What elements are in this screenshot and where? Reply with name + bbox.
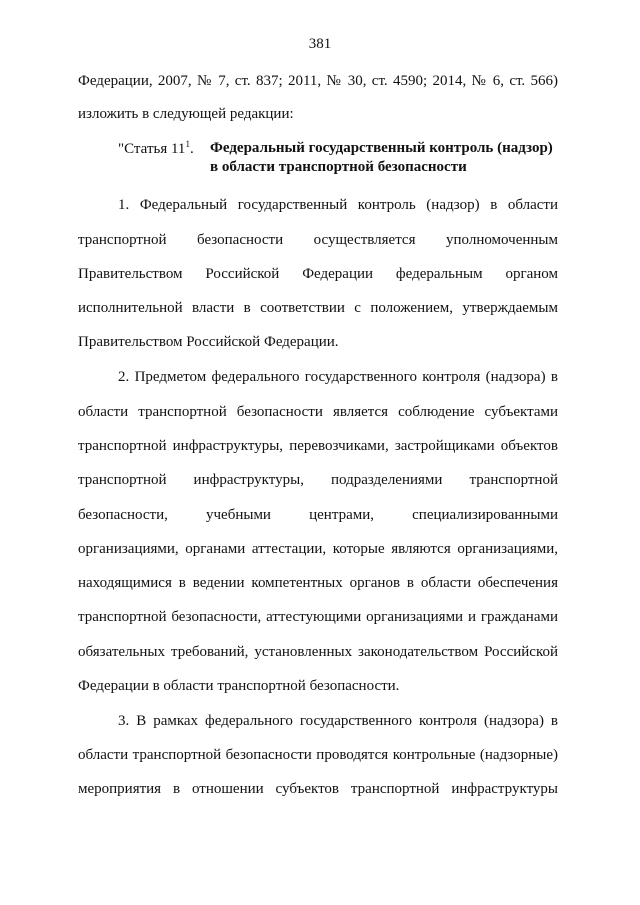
page-number: 381 — [308, 36, 332, 52]
paragraph-line: 1. Федеральный государственный контроль (надзор) в области — [118, 197, 558, 213]
article-label — [118, 139, 194, 158]
paragraph-line: исполнительной власти в соответствии с положением, утверждаемым — [78, 300, 558, 316]
article-label-superscript: 1 — [185, 139, 190, 149]
paragraph-line: транспортной инфраструктуры, подразделениями транспортной — [78, 472, 558, 488]
paragraph-line: организациями, органами аттестации, которые являются организациями, — [78, 541, 558, 557]
paragraph-line: транспортной инфраструктуры, перевозчиками, застройщиками объектов — [78, 438, 558, 454]
paragraph-line: 2. Предметом федерального государственного контроля (надзора) в — [118, 369, 558, 385]
paragraph-line: Федерации в области транспортной безопасности. — [78, 678, 400, 694]
paragraph-line: транспортной безопасности, аттестующими организациями и гражданами — [78, 609, 558, 625]
paragraph-line: Правительством Российской Федерации федеральным органом — [78, 266, 558, 282]
article-label-suffix: . — [189, 141, 194, 157]
paragraph-line: безопасности, учебными центрами, специализированными — [78, 507, 558, 523]
intro-line: Федерации, 2007, № 7, ст. 837; 2011, № 30, ст. 4590; 2014, № 6, ст. 566) — [78, 73, 558, 89]
article-title-line: Федеральный государственный контроль (надзор) — [210, 140, 553, 156]
intro-line: изложить в следующей редакции: — [78, 106, 294, 122]
paragraph-line: мероприятия в отношении субъектов транспортной инфраструктуры — [78, 781, 558, 797]
paragraph-line: Правительством Российской Федерации. — [78, 334, 339, 350]
paragraph-line: транспортной безопасности осуществляется уполномоченным — [78, 232, 558, 248]
paragraph-line: области транспортной безопасности проводятся контрольные (надзорные) — [78, 747, 558, 763]
article-label-prefix: "Статья 11 — [118, 141, 186, 157]
paragraph-line: области транспортной безопасности является соблюдение субъектами — [78, 404, 558, 420]
paragraph-line: 3. В рамках федерального государственного контроля (надзора) в — [118, 713, 558, 729]
article-title-line: в области транспортной безопасности — [210, 159, 467, 175]
paragraph-line: обязательных требований, установленных законодательством Российской — [78, 644, 558, 660]
paragraph-line: находящимися в ведении компетентных органов в области обеспечения — [78, 575, 558, 591]
